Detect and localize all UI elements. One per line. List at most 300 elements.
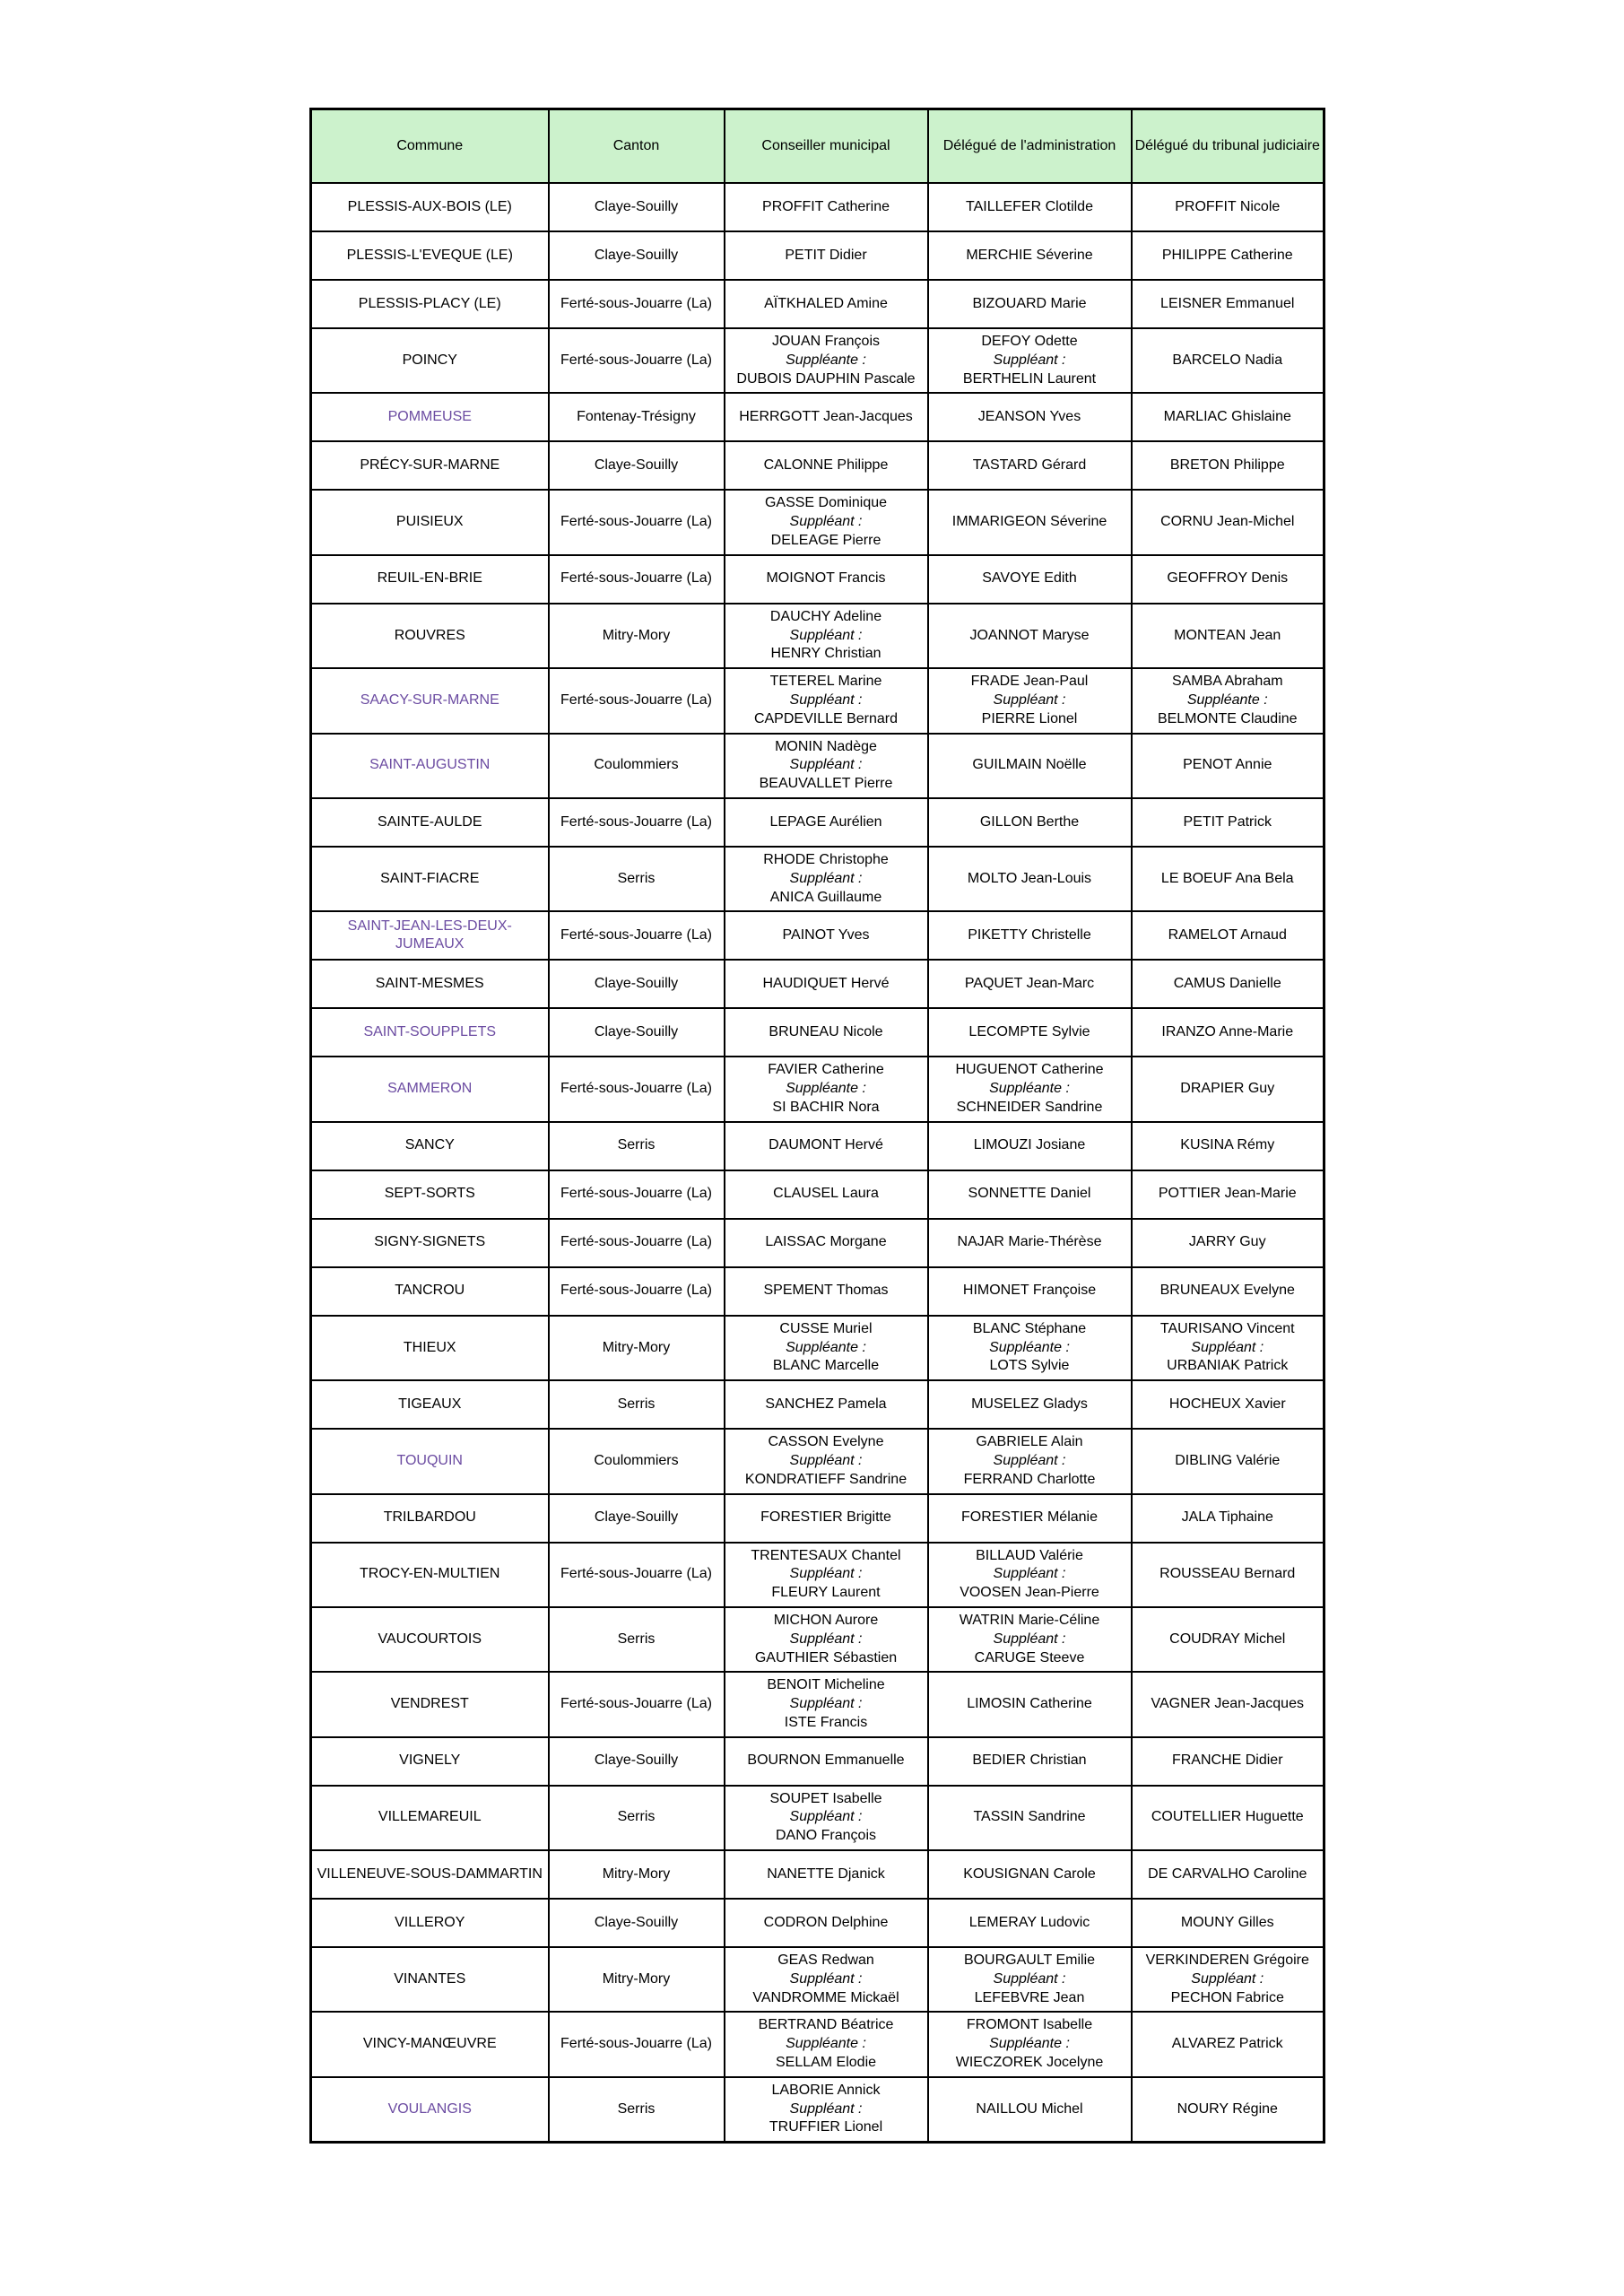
titular-name: GABRIELE Alain	[976, 1434, 1083, 1450]
titular-name: RHODE Christophe	[763, 851, 889, 867]
commune-link[interactable]: VOULANGIS	[311, 2077, 549, 2143]
table-row	[311, 280, 1324, 328]
conseiller-cell	[725, 798, 928, 847]
commune-link[interactable]: POMMEUSE	[311, 393, 549, 441]
conseiller-cell	[725, 231, 928, 280]
suppleant-label: Suppléant :	[993, 691, 1066, 708]
titular-name: PIKETTY Christelle	[968, 926, 1091, 943]
delegue-tribunal-cell	[1132, 1057, 1324, 1121]
conseiller-cell	[725, 183, 928, 231]
commune-cell: TROCY-EN-MULTIEN	[311, 1543, 549, 1607]
titular-name: FORESTIER Mélanie	[960, 1509, 1099, 1526]
canton-cell: Fontenay-Trésigny	[549, 393, 725, 441]
delegue-tribunal-cell	[1132, 1672, 1324, 1736]
titular-name: BERTRAND Béatrice	[758, 2017, 894, 2033]
suppleant-name: DUBOIS DAUPHIN Pascale	[736, 370, 916, 387]
titular-name: RAMELOT Arnaud	[1168, 926, 1287, 943]
titular-name: MUSELEZ Gladys	[971, 1396, 1088, 1412]
titular-name: HOCHEUX Xavier	[1168, 1396, 1286, 1412]
suppleant-label: Suppléant :	[789, 1452, 863, 1468]
suppleant-label: Suppléante :	[989, 2036, 1070, 2052]
table-row	[311, 798, 1324, 847]
titular-name: HERRGOTT Jean-Jacques	[739, 408, 913, 424]
suppleant-label: Suppléante :	[989, 1339, 1070, 1355]
suppleant-name: DELEAGE Pierre	[770, 532, 881, 548]
conseiller-cell	[725, 1008, 928, 1057]
canton-cell: Mitry-Mory	[549, 1850, 725, 1899]
titular-name: LEISNER Emmanuel	[1160, 295, 1295, 311]
delegue-tribunal-cell	[1132, 2012, 1324, 2076]
suppleant-label: Suppléante :	[989, 1081, 1070, 1097]
commune-link[interactable]: SAINT-SOUPPLETS	[311, 1008, 549, 1057]
canton-cell: Mitry-Mory	[549, 604, 725, 668]
table-row	[311, 1899, 1324, 1947]
suppleant-name: URBANIAK Patrick	[1167, 1358, 1289, 1374]
conseiller-cell	[725, 1170, 928, 1219]
conseiller-cell	[725, 1672, 928, 1736]
delegue-administration-cell	[928, 393, 1132, 441]
canton-cell: Mitry-Mory	[549, 1947, 725, 2012]
titular-name: BRUNEAUX Evelyne	[1159, 1283, 1295, 1299]
commune-cell: TANCROU	[311, 1267, 549, 1316]
canton-cell: Serris	[549, 847, 725, 911]
titular-name: AÏTKHALED Amine	[764, 295, 888, 311]
conseiller-cell	[725, 1786, 928, 1850]
commune-cell: SAINTE-AULDE	[311, 798, 549, 847]
suppleant-label: Suppléante :	[786, 1081, 866, 1097]
canton-cell: Claye-Souilly	[549, 960, 725, 1008]
table-row	[311, 2012, 1324, 2076]
commune-cell: PLESSIS-PLACY (LE)	[311, 280, 549, 328]
conseiller-cell	[725, 328, 928, 393]
conseiller-cell	[725, 2012, 928, 2076]
titular-name: BOURGAULT Emilie	[963, 1952, 1096, 1969]
delegue-tribunal-cell	[1132, 555, 1324, 604]
suppleant-name: GAUTHIER Sébastien	[754, 1649, 898, 1665]
conseiller-cell	[725, 1850, 928, 1899]
titular-name: DEFOY Odette	[981, 334, 1078, 349]
titular-name: NAILLOU Michel	[976, 2100, 1083, 2117]
canton-cell: Serris	[549, 1380, 725, 1429]
delegue-tribunal-cell	[1132, 847, 1324, 911]
delegue-administration-cell	[928, 1543, 1132, 1607]
table-row	[311, 1672, 1324, 1736]
titular-name: MOUNY Gilles	[1180, 1914, 1274, 1930]
suppleant-label: Suppléant :	[1191, 1970, 1264, 1987]
titular-name: GASSE Dominique	[764, 495, 888, 511]
table-row	[311, 668, 1324, 733]
commune-link[interactable]: SAACY-SUR-MARNE	[311, 668, 549, 733]
delegue-tribunal-cell	[1132, 1786, 1324, 1850]
delegue-tribunal-cell	[1132, 1543, 1324, 1607]
suppleant-name: TRUFFIER Lionel	[769, 2119, 883, 2135]
titular-name: BOURNON Emmanuelle	[747, 1752, 905, 1769]
canton-cell: Ferté-sous-Jouarre (La)	[549, 1672, 725, 1736]
titular-name: DIBLING Valérie	[1175, 1452, 1281, 1468]
titular-name: PETIT Didier	[785, 247, 867, 263]
delegue-tribunal-cell	[1132, 1219, 1324, 1267]
delegue-administration-cell	[928, 604, 1132, 668]
commune-cell: TIGEAUX	[311, 1380, 549, 1429]
titular-name: PHILIPPE Catherine	[1161, 247, 1293, 263]
suppleant-label: Suppléant :	[993, 1566, 1066, 1582]
titular-name: GEOFFROY Denis	[1167, 570, 1289, 587]
titular-name: TETEREL Marine	[769, 674, 882, 690]
titular-name: PROFFIT Catherine	[762, 198, 890, 214]
canton-cell: Ferté-sous-Jouarre (La)	[549, 1057, 725, 1121]
titular-name: WATRIN Marie-Céline	[959, 1612, 1100, 1628]
suppleant-label: Suppléant :	[789, 514, 863, 530]
table-row	[311, 1850, 1324, 1899]
table-container	[309, 108, 1323, 2144]
conseiller-cell	[725, 911, 928, 960]
titular-name: DAUCHY Adeline	[769, 608, 882, 624]
conseiller-cell	[725, 960, 928, 1008]
commune-link[interactable]: SAINT-JEAN-LES-DEUX-JUMEAUX	[311, 911, 549, 960]
table-row	[311, 1170, 1324, 1219]
suppleant-label: Suppléant :	[789, 1566, 863, 1582]
delegue-administration-cell	[928, 1219, 1132, 1267]
canton-cell: Serris	[549, 1786, 725, 1850]
titular-name: VAGNER Jean-Jacques	[1151, 1696, 1304, 1712]
delegue-tribunal-cell	[1132, 604, 1324, 668]
titular-name: TASSIN Sandrine	[973, 1809, 1086, 1825]
suppleant-label: Suppléant :	[1191, 1339, 1264, 1355]
canton-cell: Mitry-Mory	[549, 1316, 725, 1380]
canton-cell: Serris	[549, 2077, 725, 2143]
delegue-administration-cell	[928, 280, 1132, 328]
canton-cell: Serris	[549, 1607, 725, 1672]
canton-cell: Ferté-sous-Jouarre (La)	[549, 555, 725, 604]
conseiller-cell	[725, 393, 928, 441]
titular-name: PROFFIT Nicole	[1175, 198, 1281, 214]
table-row	[311, 1008, 1324, 1057]
canton-cell: Claye-Souilly	[549, 441, 725, 490]
titular-name: CASSON Evelyne	[768, 1434, 884, 1450]
suppleant-label: Suppléant :	[789, 1696, 863, 1712]
conseiller-cell	[725, 1057, 928, 1121]
delegue-administration-cell	[928, 555, 1132, 604]
table-row	[311, 441, 1324, 490]
canton-cell: Claye-Souilly	[549, 183, 725, 231]
titular-name: POTTIER Jean-Marie	[1158, 1186, 1297, 1202]
suppleant-name: PECHON Fabrice	[1170, 1989, 1284, 2005]
conseiller-cell	[725, 668, 928, 733]
titular-name: MARLIAC Ghislaine	[1163, 408, 1291, 424]
commune-cell: PLESSIS-AUX-BOIS (LE)	[311, 183, 549, 231]
commune-cell: PLESSIS-L'EVEQUE (LE)	[311, 231, 549, 280]
suppleant-name: PIERRE Lionel	[981, 710, 1078, 726]
canton-cell: Ferté-sous-Jouarre (La)	[549, 2012, 725, 2076]
commune-cell: POINCY	[311, 328, 549, 393]
conseiller-cell	[725, 1607, 928, 1672]
titular-name: MOLTO Jean-Louis	[967, 870, 1092, 886]
canton-cell: Ferté-sous-Jouarre (La)	[549, 1267, 725, 1316]
titular-name: GUILMAIN Noëlle	[972, 757, 1087, 773]
commune-cell: VIGNELY	[311, 1737, 549, 1786]
delegue-administration-cell	[928, 2012, 1132, 2076]
delegue-tribunal-cell	[1132, 1429, 1324, 1493]
delegue-tribunal-cell	[1132, 231, 1324, 280]
delegue-administration-cell	[928, 1672, 1132, 1736]
titular-name: NANETTE Djanick	[767, 1866, 885, 1882]
commune-cell: PUISIEUX	[311, 490, 549, 554]
table-row	[311, 1057, 1324, 1121]
titular-name: BILLAUD Valérie	[976, 1547, 1083, 1563]
titular-name: FRANCHE Didier	[1171, 1752, 1283, 1769]
commune-cell: VINANTES	[311, 1947, 549, 2012]
delegue-administration-cell	[928, 231, 1132, 280]
table-row	[311, 2077, 1324, 2143]
table-row	[311, 231, 1324, 280]
delegue-tribunal-cell	[1132, 393, 1324, 441]
canton-cell: Ferté-sous-Jouarre (La)	[549, 1219, 725, 1267]
titular-name: SAMBA Abraham	[1171, 674, 1283, 690]
titular-name: GILLON Berthe	[979, 813, 1080, 830]
suppleant-name: SI BACHIR Nora	[772, 1099, 880, 1115]
suppleant-label: Suppléante :	[786, 2036, 866, 2052]
table-row	[311, 555, 1324, 604]
titular-name: BARCELO Nadia	[1172, 352, 1283, 368]
conseiller-cell	[725, 490, 928, 554]
delegue-administration-cell	[928, 1786, 1132, 1850]
titular-name: LIMOSIN Catherine	[967, 1696, 1092, 1712]
delegue-tribunal-cell	[1132, 490, 1324, 554]
delegue-tribunal-cell	[1132, 328, 1324, 393]
suppleant-label: Suppléant :	[789, 691, 863, 708]
conseiller-cell	[725, 734, 928, 798]
titular-name: MERCHIE Séverine	[966, 247, 1093, 263]
titular-name: FROMONT Isabelle	[966, 2017, 1093, 2033]
titular-name: BRUNEAU Nicole	[769, 1023, 883, 1039]
titular-name: FRADE Jean-Paul	[970, 674, 1089, 690]
titular-name: JARRY Guy	[1188, 1234, 1266, 1250]
table-row	[311, 1607, 1324, 1672]
delegue-administration-cell	[928, 960, 1132, 1008]
titular-name: LABORIE Annick	[771, 2082, 881, 2098]
titular-name: LEMERAY Ludovic	[968, 1914, 1090, 1930]
delegue-tribunal-cell	[1132, 1737, 1324, 1786]
delegue-tribunal-cell	[1132, 1122, 1324, 1170]
conseiller-cell	[725, 604, 928, 668]
suppleant-label: Suppléant :	[789, 1631, 863, 1647]
commune-cell: SIGNY-SIGNETS	[311, 1219, 549, 1267]
suppleant-label: Suppléant :	[993, 1970, 1066, 1987]
delegue-administration-cell	[928, 441, 1132, 490]
suppleant-label: Suppléant :	[789, 870, 863, 886]
titular-name: BRETON Philippe	[1169, 457, 1285, 473]
titular-name: LE BOEUF Ana Bela	[1160, 870, 1294, 886]
canton-cell: Claye-Souilly	[549, 1494, 725, 1543]
titular-name: JOUAN François	[771, 334, 881, 349]
delegue-administration-cell	[928, 1316, 1132, 1380]
delegue-administration-cell	[928, 1170, 1132, 1219]
table-row	[311, 1786, 1324, 1850]
titular-name: PETIT Patrick	[1183, 813, 1272, 830]
titular-name: KOUSIGNAN Carole	[963, 1866, 1096, 1882]
column-header-delegue-tribunal: Délégué du tribunal judiciaire	[1132, 109, 1324, 184]
delegue-tribunal-cell	[1132, 1267, 1324, 1316]
canton-cell: Claye-Souilly	[549, 1008, 725, 1057]
conseiller-cell	[725, 1267, 928, 1316]
suppleant-label: Suppléant :	[789, 2100, 863, 2117]
table-row	[311, 1737, 1324, 1786]
titular-name: NOURY Régine	[1177, 2100, 1278, 2117]
canton-cell: Ferté-sous-Jouarre (La)	[549, 798, 725, 847]
canton-cell: Coulommiers	[549, 1429, 725, 1493]
column-header-commune: Commune	[311, 109, 549, 184]
table-row	[311, 847, 1324, 911]
table-row	[311, 1316, 1324, 1380]
titular-name: SOUPET Isabelle	[769, 1790, 882, 1806]
titular-name: FORESTIER Brigitte	[760, 1509, 891, 1526]
delegue-administration-cell	[928, 1737, 1132, 1786]
suppleant-label: Suppléant :	[789, 1970, 863, 1987]
delegue-tribunal-cell	[1132, 668, 1324, 733]
titular-name: LEPAGE Aurélien	[769, 813, 882, 830]
delegue-administration-cell	[928, 1607, 1132, 1672]
delegue-tribunal-cell	[1132, 441, 1324, 490]
suppleant-name: WIECZOREK Jocelyne	[955, 2055, 1104, 2071]
canton-cell: Claye-Souilly	[549, 1899, 725, 1947]
table-row	[311, 960, 1324, 1008]
titular-name: GEAS Redwan	[777, 1952, 874, 1969]
commune-link[interactable]: TOUQUIN	[311, 1429, 549, 1493]
titular-name: HUGUENOT Catherine	[955, 1062, 1104, 1078]
titular-name: BIZOUARD Marie	[972, 295, 1087, 311]
table-row	[311, 1267, 1324, 1316]
commune-link[interactable]: SAINT-AUGUSTIN	[311, 734, 549, 798]
delegue-administration-cell	[928, 1850, 1132, 1899]
titular-name: TAILLEFER Clotilde	[966, 198, 1093, 214]
delegue-administration-cell	[928, 668, 1132, 733]
titular-name: VERKINDEREN Grégoire	[1145, 1952, 1309, 1969]
delegue-tribunal-cell	[1132, 798, 1324, 847]
canton-cell: Ferté-sous-Jouarre (La)	[549, 1170, 725, 1219]
delegue-administration-cell	[928, 911, 1132, 960]
canton-cell: Ferté-sous-Jouarre (La)	[549, 280, 725, 328]
titular-name: HIMONET Françoise	[962, 1283, 1097, 1299]
delegue-tribunal-cell	[1132, 734, 1324, 798]
titular-name: FAVIER Catherine	[768, 1062, 884, 1078]
commune-cell: SAINT-FIACRE	[311, 847, 549, 911]
titular-name: LAISSAC Morgane	[765, 1234, 887, 1250]
table-row	[311, 183, 1324, 231]
table-row	[311, 911, 1324, 960]
titular-name: JEANSON Yves	[977, 408, 1081, 424]
conseiller-cell	[725, 441, 928, 490]
titular-name: CAMUS Danielle	[1173, 975, 1281, 991]
titular-name: TAURISANO Vincent	[1159, 1320, 1295, 1336]
commune-cell: SANCY	[311, 1122, 549, 1170]
delegue-tribunal-cell	[1132, 911, 1324, 960]
delegue-administration-cell	[928, 490, 1132, 554]
titular-name: NAJAR Marie-Thérèse	[957, 1234, 1102, 1250]
table-row	[311, 1429, 1324, 1493]
suppleant-label: Suppléant :	[993, 352, 1066, 368]
commune-cell: VILLEROY	[311, 1899, 549, 1947]
commune-cell: VENDREST	[311, 1672, 549, 1736]
conseiller-cell	[725, 1494, 928, 1543]
suppleant-name: SELLAM Elodie	[775, 2055, 877, 2071]
suppleant-name: LEFEBVRE Jean	[974, 1989, 1085, 2005]
commune-cell: REUIL-EN-BRIE	[311, 555, 549, 604]
delegue-administration-cell	[928, 1267, 1132, 1316]
commune-cell: VILLENEUVE-SOUS-DAMMARTIN	[311, 1850, 549, 1899]
titular-name: ALVAREZ Patrick	[1171, 2036, 1283, 2052]
table-row	[311, 1947, 1324, 2012]
suppleant-name: BLANC Marcelle	[772, 1358, 880, 1374]
table-row	[311, 1380, 1324, 1429]
titular-name: CALONNE Philippe	[763, 457, 889, 473]
titular-name: CORNU Jean-Michel	[1160, 514, 1295, 530]
suppleant-name: BEAUVALLET Pierre	[759, 776, 893, 792]
delegue-tribunal-cell	[1132, 1170, 1324, 1219]
delegue-tribunal-cell	[1132, 1380, 1324, 1429]
suppleant-name: CAPDEVILLE Bernard	[753, 710, 899, 726]
suppleant-label: Suppléant :	[993, 1452, 1066, 1468]
conseiller-cell	[725, 847, 928, 911]
suppleant-name: FERRAND Charlotte	[963, 1471, 1096, 1487]
delegue-tribunal-cell	[1132, 1494, 1324, 1543]
suppleant-name: LOTS Sylvie	[989, 1358, 1070, 1374]
suppleant-name: ISTE Francis	[784, 1714, 868, 1730]
commune-cell: VAUCOURTOIS	[311, 1607, 549, 1672]
titular-name: BENOIT Micheline	[767, 1677, 885, 1693]
delegue-tribunal-cell	[1132, 280, 1324, 328]
canton-cell: Serris	[549, 1122, 725, 1170]
delegue-administration-cell	[928, 1057, 1132, 1121]
delegue-tribunal-cell	[1132, 1850, 1324, 1899]
suppleant-name: DANO François	[775, 1828, 877, 1844]
conseiller-cell	[725, 1122, 928, 1170]
titular-name: DAUMONT Hervé	[769, 1137, 883, 1153]
titular-name: IRANZO Anne-Marie	[1161, 1023, 1294, 1039]
titular-name: CUSSE Muriel	[779, 1320, 873, 1336]
titular-name: MONTEAN Jean	[1174, 627, 1281, 643]
delegue-tribunal-cell	[1132, 1899, 1324, 1947]
delegue-administration-cell	[928, 1494, 1132, 1543]
titular-name: PENOT Annie	[1183, 757, 1272, 773]
canton-cell: Ferté-sous-Jouarre (La)	[549, 668, 725, 733]
delegue-administration-cell	[928, 798, 1132, 847]
suppleant-label: Suppléant :	[789, 627, 863, 643]
conseiller-cell	[725, 1316, 928, 1380]
titular-name: DE CARVALHO Caroline	[1148, 1866, 1307, 1882]
delegue-administration-cell	[928, 2077, 1132, 2143]
delegue-administration-cell	[928, 183, 1132, 231]
delegue-tribunal-cell	[1132, 183, 1324, 231]
delegue-tribunal-cell	[1132, 1316, 1324, 1380]
suppleant-name: BERTHELIN Laurent	[962, 370, 1097, 387]
titular-name: DRAPIER Guy	[1180, 1081, 1275, 1097]
commune-cell: VILLEMAREUIL	[311, 1786, 549, 1850]
delegue-administration-cell	[928, 1380, 1132, 1429]
delegue-tribunal-cell	[1132, 2077, 1324, 2143]
column-header-delegue-administration: Délégué de l'administration	[928, 109, 1132, 184]
titular-name: BEDIER Christian	[972, 1752, 1087, 1769]
commune-cell: SEPT-SORTS	[311, 1170, 549, 1219]
suppleant-label: Suppléante :	[786, 352, 866, 368]
delegue-administration-cell	[928, 1008, 1132, 1057]
table-row	[311, 1543, 1324, 1607]
commune-cell: SAINT-MESMES	[311, 960, 549, 1008]
titular-name: JOANNOT Maryse	[969, 627, 1090, 643]
table-row	[311, 1219, 1324, 1267]
column-header-conseiller: Conseiller municipal	[725, 109, 928, 184]
suppleant-name: VANDROMME Mickaël	[752, 1989, 899, 2005]
commune-link[interactable]: SAMMERON	[311, 1057, 549, 1121]
